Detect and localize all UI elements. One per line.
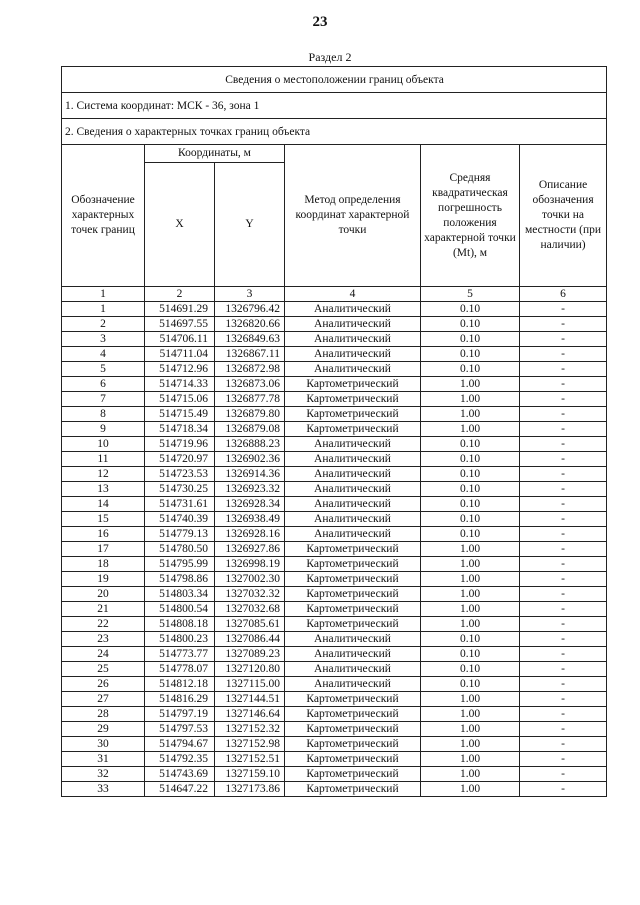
table-row xyxy=(62,572,607,587)
coord-y: 1327146.64 xyxy=(215,707,285,722)
column-number: 1 xyxy=(62,287,145,302)
table-row xyxy=(62,437,607,452)
coord-y: 1327159.10 xyxy=(215,767,285,782)
method: Аналитический xyxy=(285,677,421,692)
description: - xyxy=(520,692,607,707)
point-number: 24 xyxy=(62,647,145,662)
coord-x: 514712.96 xyxy=(145,362,215,377)
table-row xyxy=(62,587,607,602)
table-row xyxy=(62,332,607,347)
error: 0.10 xyxy=(421,512,520,527)
table-row xyxy=(62,662,607,677)
error: 1.00 xyxy=(421,617,520,632)
method: Аналитический xyxy=(285,467,421,482)
description: - xyxy=(520,617,607,632)
error: 0.10 xyxy=(421,497,520,512)
error: 0.10 xyxy=(421,632,520,647)
error: 1.00 xyxy=(421,542,520,557)
coord-y: 1326879.08 xyxy=(215,422,285,437)
coord-y: 1327115.00 xyxy=(215,677,285,692)
description: - xyxy=(520,737,607,752)
method: Картометрический xyxy=(285,377,421,392)
error: 0.10 xyxy=(421,302,520,317)
description: - xyxy=(520,767,607,782)
error: 1.00 xyxy=(421,392,520,407)
point-number: 2 xyxy=(62,317,145,332)
coord-y: 1327002.30 xyxy=(215,572,285,587)
point-number: 23 xyxy=(62,632,145,647)
point-number: 27 xyxy=(62,692,145,707)
coord-x: 514798.86 xyxy=(145,572,215,587)
coord-x: 514800.54 xyxy=(145,602,215,617)
point-number: 28 xyxy=(62,707,145,722)
error: 1.00 xyxy=(421,557,520,572)
coord-x: 514714.33 xyxy=(145,377,215,392)
method: Аналитический xyxy=(285,437,421,452)
description: - xyxy=(520,647,607,662)
description: - xyxy=(520,377,607,392)
method: Картометрический xyxy=(285,782,421,797)
point-number: 31 xyxy=(62,752,145,767)
point-number: 21 xyxy=(62,602,145,617)
coord-x: 514718.34 xyxy=(145,422,215,437)
coord-x: 514780.50 xyxy=(145,542,215,557)
point-number: 9 xyxy=(62,422,145,437)
coord-x: 514711.04 xyxy=(145,347,215,362)
coord-x: 514706.11 xyxy=(145,332,215,347)
error: 1.00 xyxy=(421,407,520,422)
method: Аналитический xyxy=(285,347,421,362)
table-row xyxy=(62,602,607,617)
coord-x: 514800.23 xyxy=(145,632,215,647)
error: 1.00 xyxy=(421,752,520,767)
table-row xyxy=(62,422,607,437)
coord-x: 514715.49 xyxy=(145,407,215,422)
description: - xyxy=(520,722,607,737)
table-row xyxy=(62,677,607,692)
error: 1.00 xyxy=(421,377,520,392)
description: - xyxy=(520,332,607,347)
coord-y: 1326879.80 xyxy=(215,407,285,422)
table-row xyxy=(62,482,607,497)
method: Картометрический xyxy=(285,752,421,767)
coord-y: 1326923.32 xyxy=(215,482,285,497)
coord-y: 1326927.86 xyxy=(215,542,285,557)
header-description: Описание обозначения точки на местности (при наличии) xyxy=(520,145,607,287)
table-row xyxy=(62,722,607,737)
coord-y: 1326796.42 xyxy=(215,302,285,317)
coord-x: 514812.18 xyxy=(145,677,215,692)
description: - xyxy=(520,782,607,797)
point-number: 16 xyxy=(62,527,145,542)
coord-x: 514797.19 xyxy=(145,707,215,722)
method: Аналитический xyxy=(285,497,421,512)
method: Аналитический xyxy=(285,647,421,662)
page-number: 23 xyxy=(312,14,328,30)
point-number: 13 xyxy=(62,482,145,497)
error: 0.10 xyxy=(421,527,520,542)
description: - xyxy=(520,677,607,692)
coord-y: 1327089.23 xyxy=(215,647,285,662)
table-row xyxy=(62,452,607,467)
method: Картометрический xyxy=(285,587,421,602)
method: Картометрический xyxy=(285,692,421,707)
description: - xyxy=(520,422,607,437)
point-number: 32 xyxy=(62,767,145,782)
coord-x: 514723.53 xyxy=(145,467,215,482)
description: - xyxy=(520,632,607,647)
column-number: 6 xyxy=(520,287,607,302)
method: Картометрический xyxy=(285,707,421,722)
point-number: 14 xyxy=(62,497,145,512)
column-numbers-row xyxy=(62,287,607,302)
coord-y: 1327173.86 xyxy=(215,782,285,797)
column-number: 4 xyxy=(285,287,421,302)
table-row xyxy=(62,377,607,392)
method: Аналитический xyxy=(285,332,421,347)
point-number: 4 xyxy=(62,347,145,362)
coord-x: 514779.13 xyxy=(145,527,215,542)
table-row xyxy=(62,497,607,512)
coord-y: 1326820.66 xyxy=(215,317,285,332)
point-number: 7 xyxy=(62,392,145,407)
method: Картометрический xyxy=(285,602,421,617)
point-number: 30 xyxy=(62,737,145,752)
method: Аналитический xyxy=(285,512,421,527)
description: - xyxy=(520,452,607,467)
method: Аналитический xyxy=(285,662,421,677)
point-number: 1 xyxy=(62,302,145,317)
coord-x: 514797.53 xyxy=(145,722,215,737)
coord-y: 1326872.98 xyxy=(215,362,285,377)
table-row xyxy=(62,752,607,767)
table-row xyxy=(62,617,607,632)
description: - xyxy=(520,317,607,332)
table-row xyxy=(62,407,607,422)
description: - xyxy=(520,587,607,602)
point-number: 11 xyxy=(62,452,145,467)
description: - xyxy=(520,467,607,482)
error: 1.00 xyxy=(421,572,520,587)
point-number: 26 xyxy=(62,677,145,692)
description: - xyxy=(520,542,607,557)
method: Картометрический xyxy=(285,557,421,572)
method: Картометрический xyxy=(285,407,421,422)
point-number: 18 xyxy=(62,557,145,572)
point-number: 10 xyxy=(62,437,145,452)
point-number: 5 xyxy=(62,362,145,377)
coord-x: 514720.97 xyxy=(145,452,215,467)
coord-x: 514731.61 xyxy=(145,497,215,512)
method: Картометрический xyxy=(285,392,421,407)
error: 1.00 xyxy=(421,602,520,617)
method: Аналитический xyxy=(285,632,421,647)
coord-y: 1326877.78 xyxy=(215,392,285,407)
coord-y: 1326914.36 xyxy=(215,467,285,482)
description: - xyxy=(520,557,607,572)
description: - xyxy=(520,392,607,407)
error: 1.00 xyxy=(421,587,520,602)
method: Аналитический xyxy=(285,362,421,377)
coord-y: 1326998.19 xyxy=(215,557,285,572)
coord-x: 514740.39 xyxy=(145,512,215,527)
header-method: Метод определения координат характерной точки xyxy=(285,145,421,287)
error: 1.00 xyxy=(421,707,520,722)
error: 1.00 xyxy=(421,767,520,782)
header-coordinates: Координаты, м xyxy=(145,145,285,163)
point-number: 33 xyxy=(62,782,145,797)
coord-y: 1327152.98 xyxy=(215,737,285,752)
method: Картометрический xyxy=(285,617,421,632)
description: - xyxy=(520,362,607,377)
point-number: 19 xyxy=(62,572,145,587)
error: 0.10 xyxy=(421,317,520,332)
description: - xyxy=(520,572,607,587)
coord-y: 1326867.11 xyxy=(215,347,285,362)
table-row xyxy=(62,647,607,662)
table-row xyxy=(62,347,607,362)
coord-y: 1326849.63 xyxy=(215,332,285,347)
table-row xyxy=(62,527,607,542)
coord-x: 514792.35 xyxy=(145,752,215,767)
coord-y: 1327085.61 xyxy=(215,617,285,632)
table-row xyxy=(62,632,607,647)
table-row xyxy=(62,557,607,572)
description: - xyxy=(520,512,607,527)
coord-x: 514816.29 xyxy=(145,692,215,707)
table-row xyxy=(62,542,607,557)
point-number: 8 xyxy=(62,407,145,422)
method: Картометрический xyxy=(285,737,421,752)
point-number: 29 xyxy=(62,722,145,737)
coord-y: 1326873.06 xyxy=(215,377,285,392)
coord-y: 1327032.68 xyxy=(215,602,285,617)
column-number: 5 xyxy=(421,287,520,302)
method: Картометрический xyxy=(285,542,421,557)
coord-x: 514778.07 xyxy=(145,662,215,677)
description: - xyxy=(520,707,607,722)
description: - xyxy=(520,527,607,542)
method: Картометрический xyxy=(285,572,421,587)
error: 0.10 xyxy=(421,362,520,377)
boundary-points-table xyxy=(61,66,607,797)
points-title: 2. Сведения о характерных точках границ объекта xyxy=(62,119,607,145)
point-number: 15 xyxy=(62,512,145,527)
description: - xyxy=(520,347,607,362)
error: 0.10 xyxy=(421,467,520,482)
error: 0.10 xyxy=(421,482,520,497)
error: 0.10 xyxy=(421,437,520,452)
method: Картометрический xyxy=(285,767,421,782)
coord-x: 514697.55 xyxy=(145,317,215,332)
method: Аналитический xyxy=(285,527,421,542)
description: - xyxy=(520,602,607,617)
coord-x: 514647.22 xyxy=(145,782,215,797)
table-row xyxy=(62,317,607,332)
error: 1.00 xyxy=(421,692,520,707)
header-designation: Обозначение характерных точек границ xyxy=(62,145,145,287)
description: - xyxy=(520,482,607,497)
coord-y: 1327120.80 xyxy=(215,662,285,677)
method: Аналитический xyxy=(285,317,421,332)
method: Картометрический xyxy=(285,722,421,737)
point-number: 22 xyxy=(62,617,145,632)
header-error: Средняя квадратическая погрешность положения характерной точки (Mt), м xyxy=(421,145,520,287)
point-number: 6 xyxy=(62,377,145,392)
description: - xyxy=(520,302,607,317)
coord-y: 1326928.34 xyxy=(215,497,285,512)
error: 1.00 xyxy=(421,422,520,437)
table-row xyxy=(62,767,607,782)
coord-x: 514715.06 xyxy=(145,392,215,407)
coord-x: 514719.96 xyxy=(145,437,215,452)
coord-y: 1327152.51 xyxy=(215,752,285,767)
coord-y: 1327032.32 xyxy=(215,587,285,602)
coord-x: 514794.67 xyxy=(145,737,215,752)
table-row xyxy=(62,512,607,527)
description: - xyxy=(520,662,607,677)
error: 1.00 xyxy=(421,722,520,737)
table-row xyxy=(62,782,607,797)
method: Аналитический xyxy=(285,482,421,497)
coord-y: 1326902.36 xyxy=(215,452,285,467)
description: - xyxy=(520,497,607,512)
coord-y: 1326928.16 xyxy=(215,527,285,542)
table-row xyxy=(62,692,607,707)
table-row xyxy=(62,302,607,317)
table-row xyxy=(62,467,607,482)
coord-y: 1327144.51 xyxy=(215,692,285,707)
coord-x: 514808.18 xyxy=(145,617,215,632)
description: - xyxy=(520,752,607,767)
coord-system: 1. Система координат: МСК - 36, зона 1 xyxy=(62,93,607,119)
point-number: 20 xyxy=(62,587,145,602)
coord-y: 1327152.32 xyxy=(215,722,285,737)
coord-y: 1326888.23 xyxy=(215,437,285,452)
table-row xyxy=(62,392,607,407)
section-label: Раздел 2 xyxy=(308,50,352,64)
table-row xyxy=(62,362,607,377)
method: Картометрический xyxy=(285,422,421,437)
error: 0.10 xyxy=(421,347,520,362)
table-row xyxy=(62,737,607,752)
error: 0.10 xyxy=(421,452,520,467)
point-number: 3 xyxy=(62,332,145,347)
column-number: 2 xyxy=(145,287,215,302)
error: 0.10 xyxy=(421,677,520,692)
column-number: 3 xyxy=(215,287,285,302)
table-row xyxy=(62,707,607,722)
error: 0.10 xyxy=(421,332,520,347)
header-x: X xyxy=(145,163,215,287)
table-title: Сведения о местоположении границ объекта xyxy=(62,67,607,93)
error: 1.00 xyxy=(421,782,520,797)
coord-x: 514743.69 xyxy=(145,767,215,782)
point-number: 25 xyxy=(62,662,145,677)
coord-x: 514795.99 xyxy=(145,557,215,572)
coord-y: 1326938.49 xyxy=(215,512,285,527)
method: Аналитический xyxy=(285,452,421,467)
coord-x: 514773.77 xyxy=(145,647,215,662)
description: - xyxy=(520,407,607,422)
header-y: Y xyxy=(215,163,285,287)
error: 0.10 xyxy=(421,662,520,677)
point-number: 17 xyxy=(62,542,145,557)
method: Аналитический xyxy=(285,302,421,317)
description: - xyxy=(520,437,607,452)
coord-x: 514803.34 xyxy=(145,587,215,602)
coord-x: 514730.25 xyxy=(145,482,215,497)
coord-x: 514691.29 xyxy=(145,302,215,317)
coord-y: 1327086.44 xyxy=(215,632,285,647)
error: 1.00 xyxy=(421,737,520,752)
error: 0.10 xyxy=(421,647,520,662)
point-number: 12 xyxy=(62,467,145,482)
